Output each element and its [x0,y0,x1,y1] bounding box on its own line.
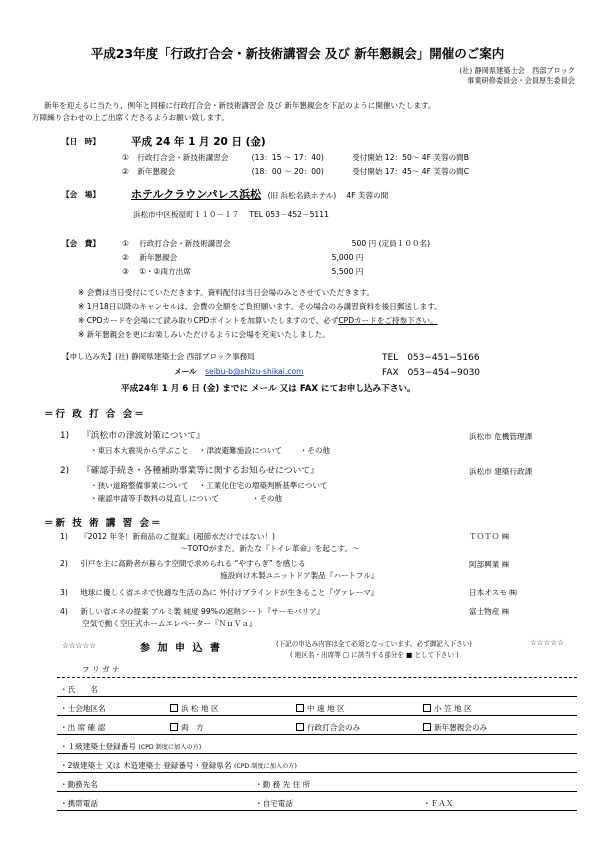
fee-item-amount: 500 円 (定員１００名) [351,239,431,248]
tech-item-num: 1) [60,532,68,541]
fee-item-amount: 5,500 円 [331,267,364,276]
attend-option-party[interactable] [423,722,487,733]
area-option-hamamatsu[interactable] [170,703,219,714]
cert1-field[interactable] [60,741,201,752]
attend-option-label: 行政打合会のみ [307,723,361,732]
fee-item-amount: 5,000 円 [331,253,364,262]
admin-item-num: 1) [60,431,70,441]
cert2-line [57,772,577,773]
attend-label: ・出 席 確 認 [60,723,106,732]
checkbox[interactable] [423,704,431,712]
mobile-phone-field[interactable]: ・携帯電話 [60,799,98,808]
cpd-card-note: CPDカードをご持参下さい。 [338,316,438,325]
name-label: ・氏 名 [60,685,98,694]
tech-item-org: ＴＯＴＯ ㈱ [469,532,510,541]
checkbox[interactable] [296,704,304,712]
mail-label: メール [174,367,197,376]
checkbox[interactable] [423,723,431,731]
attend-line [57,734,577,735]
date-item-reception: 受付開始 12：50～ 4F 芙蓉の間B [352,153,469,162]
attend-option-both[interactable] [170,722,204,733]
tech-item-num: 4) [60,607,68,616]
tech-item-line1: 地球に優しく省エネで快適な生活の為に 外付けブラインドが生きること『ヴァレーマ』 [80,588,379,597]
form-note-1: (下記の申込み内容は全て必須となっています。必ず御記入下さい) [276,640,472,648]
cert2-field[interactable] [60,760,297,771]
fee-label: 【会 費】 [62,239,100,248]
cert2-note: (CPD 制度に加入の方) [233,763,297,770]
tech-item-org: 富士物産 ㈱ [469,607,510,616]
organizer [459,66,575,86]
cert2-label: ・2級建築士 又は 木造建築士 登録番号・登録県名 [60,761,232,770]
admin-section-header: ＝行 政 打 合 会＝ [44,409,146,420]
note-2: ※ 1月18日以降のキャンセルは、会費の全額をご負担願います。その場合のみ講習資料を後日郵送します。 [78,302,442,311]
admin-item-title: 『浜松市の津波対策について』 [81,431,205,441]
admin-item-org: 浜松市 建築行政課 [469,467,533,476]
tech-item-2 [60,558,306,569]
checkbox[interactable] [296,723,304,731]
area-option-chuen[interactable] [296,703,345,714]
form-stars-right: ☆☆☆☆☆ [530,638,565,647]
date-item-time: (18：00 ～ 20：00) [251,167,324,176]
organizer-line1: (社) 静岡県建築士会 西部ブロック [459,66,575,75]
name-line [57,696,577,697]
fee-item-name: 行政打合会・新技術講習会 [139,239,231,248]
apply-tel: TEL 053−451−5166 [382,353,480,363]
form-note-2: ( 地区名・出席等 □ に該当する部分を ■ として下さい ) [290,651,459,659]
venue-label: 【会 場】 [62,190,100,199]
admin-item-sub: ・東日本大震災から学ぶこと ・津波避難施設について ・その他 [90,446,331,455]
date-item-num: ① [122,153,129,162]
fee-item-num: ③ [122,267,129,276]
cert1-label: ・１級建築士登録番号 [60,742,136,751]
workplace-address-field[interactable]: ・勤 務 先 住 所 [255,780,311,789]
tech-item-num: 2) [60,559,68,568]
fee-item-3 [122,266,363,277]
area-option-label: 浜 松 地 区 [181,704,219,713]
checkbox[interactable] [170,704,178,712]
venue-name: ホテルクラウンパレス浜松 [131,188,262,201]
intro-text [32,100,436,124]
note-1: ※ 会費は当日受付にていただきます。資料配付は当日会場のみとさせていただきます。 [78,288,375,297]
date-label: 【日 時】 [62,137,100,146]
intro-line2: 万障繰り合わせの上ご出席くださるようお願い致します。 [32,113,229,122]
attend-option-label: 新年懇親会のみ [434,723,488,732]
tech-item-line1: 『2012 年冬！新商品のご提案』(超節水だけではない！) [80,532,275,541]
form-title: 参 加 申 込 書 [140,643,222,654]
venue-address: 浜松市中区板屋町１１０－１７ TEL 053－452－5111 [133,210,329,219]
venue-sub: (旧 浜松名鉄ホテル) 4F 芙蓉の間 [267,191,389,200]
area-option-label: 中 遠 地 区 [307,704,345,713]
note-3 [78,315,438,326]
workplace-line [57,791,577,792]
phone-line [57,810,577,811]
fee-item-name: 新年懇親会 [139,253,178,262]
mail-link[interactable]: seibu-b@shizu-shikai.com [205,367,304,376]
tech-item-4 [60,606,324,617]
tech-item-line1: 新しい省エネの提案 アルミ製 純度 99%の遮熱シート『サーモバリア』 [80,607,325,616]
workplace-field[interactable]: ・勤務先名 [60,780,98,789]
admin-item-title: 『確認手続き・各種補助事業等に関するお知らせについて』 [81,466,319,476]
fee-item-2 [122,252,363,263]
deadline: 平成24年 1 月 6 日 (金) までに メール 又は FAX にてお申し込み下さい。 [121,384,416,394]
area-line [57,715,577,716]
tech-item-num: 3) [60,588,68,597]
tech-item-org: 日本オスモ ㈱ [469,588,517,597]
note-4: ※ 新年懇親会を更にお楽しみいただけるように会場を充実いたしました。 [78,330,330,339]
date-value: 平成 24 年 1 月 20 日 (金) [131,136,266,148]
admin-item-sub: ・狭い道路整備事業について ・工業化住宅の増築判断基準について [90,481,328,490]
date-item-name: 行政打合会・新技術講習会 [137,153,229,162]
tech-item-1 [60,531,275,542]
admin-item-org: 浜松市 危機管理課 [469,432,533,441]
fee-item-1 [122,238,430,249]
tech-section-header: ＝新 技 術 講 習 会＝ [44,518,163,529]
admin-item-1 [60,428,205,441]
fee-item-name: ①・②両方出席 [139,267,191,276]
cert1-line [57,753,577,754]
admin-item-sub2: ・確認申請等手数料の見直しについて ・その他 [90,494,283,503]
date-item-1 [122,152,469,163]
furigana-line [57,677,577,678]
fax-field[interactable]: ・ＦＡＸ [423,799,454,808]
date-item-2 [122,166,469,177]
tech-item-org: 阿部興業 ㈱ [469,560,510,569]
apply-mail [174,366,304,377]
date-item-reception: 受付開始 17：45～ 4F 芙蓉の間C [352,167,470,176]
attend-option-label: 両 方 [181,723,204,732]
tech-item-line1: 引戸を主に高齢者が暮らす空間で求められる “やすらぎ” を感じる [80,559,306,568]
admin-item-num: 2) [60,466,70,476]
tech-item-line2: 空気で動く空圧式ホームエレベーター『ＮｕＶａ』 [82,619,257,628]
cert1-note: (CPD 制度に加入の方) [138,744,202,751]
date-item-time: (13：15 ～ 17：40) [251,153,324,162]
tech-item-line2: ～TOTOがまた、新たな『トイレ革命』を起こす。～ [180,544,360,553]
furigana-label: フ リ ガ ナ [82,665,120,674]
form-stars-left: ☆☆☆☆☆ [62,641,97,650]
area-option-ogasa[interactable] [423,703,472,714]
fee-item-num: ① [122,239,129,248]
apply-to: 【申し込み先】(社) 静岡県建築士会 西部ブロック事務局 [62,352,255,361]
date-item-name: 新年懇親会 [137,167,176,176]
area-option-label: 小 笠 地 区 [434,704,472,713]
home-phone-field[interactable]: ・自宅電話 [255,799,293,808]
venue [131,186,388,202]
tech-item-3 [60,587,378,598]
area-label: ・士会地区名 [60,704,106,713]
organizer-line2: 事業研修委員会・会員厚生委員会 [467,76,575,85]
page-title: 平成23年度「行政打合会・新技術講習会 及び 新年懇親会」開催のご案内 [90,46,505,61]
note-3-text: ※ CPDカードを会場にて読み取りCPDポイントを加算いたしますので、必ず [78,316,339,325]
attend-option-admin[interactable] [296,722,360,733]
apply-fax: FAX 053−454−9030 [382,368,481,378]
date-item-num: ② [122,167,129,176]
intro-line1: 新年を迎えるに当たり、例年と同様に行政打合会・新技術講習会 及び 新年懇親会を下記のように開催いたします。 [44,101,436,110]
admin-item-2 [60,463,319,476]
fee-item-num: ② [122,253,129,262]
checkbox[interactable] [170,723,178,731]
tech-item-line2: 施設向け木製ユニットドア製品『ハートフル』 [220,571,379,580]
